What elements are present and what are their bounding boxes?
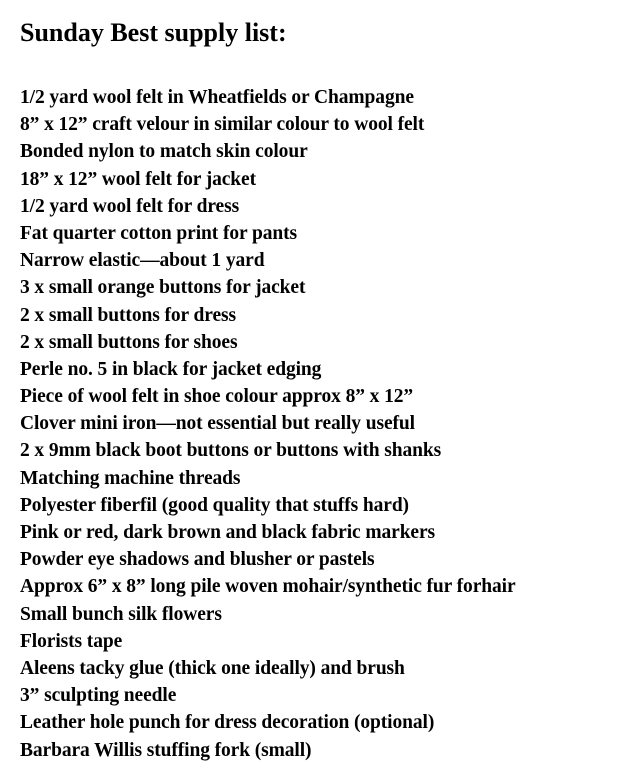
list-item: 2 x small buttons for dress	[20, 304, 236, 326]
list-item: Matching machine threads	[20, 467, 241, 489]
list-item: 18” x 12” wool felt for jacket	[20, 168, 256, 190]
list-item: Aleens tacky glue (thick one ideally) and brush	[20, 657, 405, 679]
list-item: Perle no. 5 in black for jacket edging	[20, 358, 322, 380]
list-item: Pink or red, dark brown and black fabric markers	[20, 522, 436, 543]
list-item: Leather hole punch for dress decoration (optional)	[20, 712, 435, 734]
list-item: Fat quarter cotton print for pants	[20, 222, 297, 244]
list-item: Narrow elastic—about 1 yard	[20, 250, 265, 272]
list-item: 1/2 yard wool felt in Wheatfields or Champagne	[20, 87, 414, 108]
list-item: Polyester fiberfil (good quality that stuffs hard)	[20, 494, 409, 516]
list-item: Barbara Willis stuffing fork (small)	[20, 739, 312, 761]
list-item: 3” sculpting needle	[20, 685, 177, 707]
list-item: Small bunch silk flowers	[20, 603, 222, 625]
list-item: Powder eye shadows and blusher or pastels	[20, 549, 375, 571]
list-item: Florists tape	[20, 630, 123, 652]
list-item: Piece of wool felt in shoe colour approx 8” x 12”	[20, 386, 414, 408]
list-item: Bonded nylon to match skin colour	[20, 141, 308, 163]
list-item: 8” x 12” craft velour in similar colour to wool felt	[20, 114, 425, 136]
list-item: 2 x small buttons for shoes	[20, 331, 238, 353]
list-item: 3 x small orange buttons for jacket	[20, 277, 306, 299]
list-item: 2 x 9mm black boot buttons or buttons with shanks	[20, 440, 442, 462]
list-item: Clover mini iron—not essential but really useful	[20, 413, 415, 435]
supply-list	[20, 84, 516, 764]
page-title: Sunday Best supply list:	[20, 18, 287, 47]
list-item: 1/2 yard wool felt for dress	[20, 195, 240, 217]
list-item: Approx 6” x 8” long pile woven mohair/synthetic fur forhair	[20, 576, 516, 598]
